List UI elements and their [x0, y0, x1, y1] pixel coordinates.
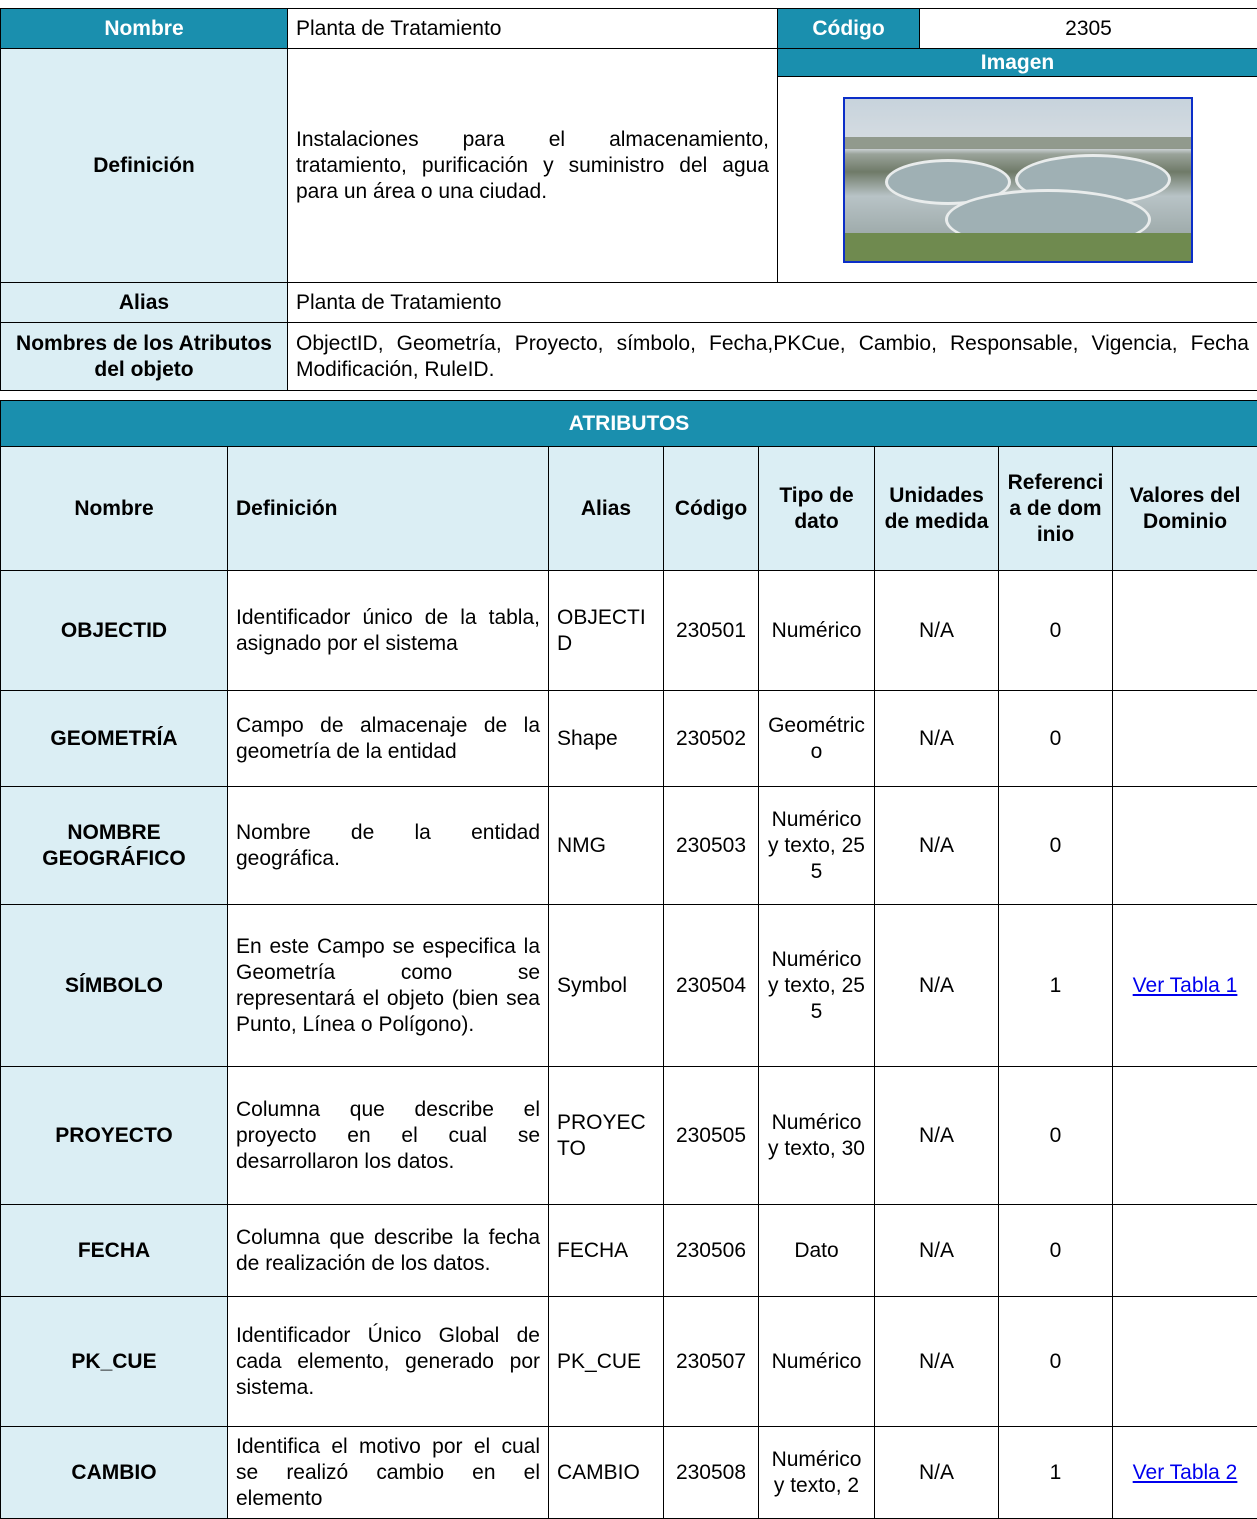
attribute-row — [1, 787, 1257, 905]
attr-unidades: N/A — [875, 1427, 999, 1519]
attr-alias: CAMBIO — [549, 1427, 664, 1519]
attr-tipo-dato: Geométrico — [759, 691, 875, 787]
attr-unidades: N/A — [875, 571, 999, 691]
attr-referencia: 0 — [999, 691, 1113, 787]
treatment-plant-photo — [843, 97, 1193, 263]
atributos-objeto-value: ObjectID, Geometría, Proyecto, símbolo, Fecha,PKCue, Cambio, Responsable, Vigencia, Fecha Modificación, RuleID. — [288, 323, 1257, 391]
attr-referencia: 0 — [999, 1067, 1113, 1205]
attr-tipo-dato: Numérico y texto, 30 — [759, 1067, 875, 1205]
attr-valores — [1113, 691, 1257, 787]
codigo-value: 2305 — [920, 9, 1257, 49]
attr-definicion: Columna que describe el proyecto en el cual se desarrollaron los datos. — [228, 1067, 549, 1205]
attr-tipo-dato: Numérico — [759, 571, 875, 691]
attr-valores — [1113, 787, 1257, 905]
attr-codigo: 230506 — [664, 1205, 759, 1297]
ver-tabla-link[interactable]: Ver Tabla 2 — [1133, 1461, 1238, 1484]
attr-valores — [1113, 571, 1257, 691]
col-header-tipo-dato: Tipo de dato — [759, 447, 875, 571]
attr-definicion: En este Campo se especifica la Geometría como se representará el objeto (bien sea Punto, Línea o Polígono). — [228, 905, 549, 1067]
attr-tipo-dato: Numérico — [759, 1297, 875, 1427]
attr-codigo: 230505 — [664, 1067, 759, 1205]
attr-referencia: 1 — [999, 905, 1113, 1067]
col-header-alias: Alias — [549, 447, 664, 571]
nombre-label: Nombre — [1, 9, 288, 49]
codigo-label: Código — [778, 9, 920, 49]
col-header-unidades: Unidades de medida — [875, 447, 999, 571]
attr-codigo: 230502 — [664, 691, 759, 787]
photo-grass — [845, 233, 1191, 261]
attr-alias: PK_CUE — [549, 1297, 664, 1427]
col-header-referencia: Referencia de dominio — [999, 447, 1113, 571]
attr-tipo-dato: Numérico y texto, 255 — [759, 787, 875, 905]
attribute-row — [1, 1427, 1257, 1519]
attr-tipo-dato: Dato — [759, 1205, 875, 1297]
attr-nombre: PK_CUE — [1, 1297, 228, 1427]
attr-nombre: SÍMBOLO — [1, 905, 228, 1067]
attr-unidades: N/A — [875, 787, 999, 905]
attr-alias: OBJECTID — [549, 571, 664, 691]
attribute-row — [1, 571, 1257, 691]
attr-alias: PROYECTO — [549, 1067, 664, 1205]
attr-tipo-dato: Numérico y texto, 2 — [759, 1427, 875, 1519]
attr-definicion: Campo de almacenaje de la geometría de la entidad — [228, 691, 549, 787]
attribute-row — [1, 691, 1257, 787]
attr-unidades: N/A — [875, 1297, 999, 1427]
attr-valores — [1113, 1427, 1257, 1519]
attr-valores — [1113, 1205, 1257, 1297]
col-header-definicion: Definición — [228, 447, 549, 571]
attr-unidades: N/A — [875, 691, 999, 787]
attr-nombre: FECHA — [1, 1205, 228, 1297]
attr-definicion: Identificador único de la tabla, asignado por el sistema — [228, 571, 549, 691]
imagen-label: Imagen — [778, 49, 1257, 77]
photo-hills — [845, 137, 1191, 149]
attr-alias: Symbol — [549, 905, 664, 1067]
attr-codigo: 230503 — [664, 787, 759, 905]
attr-referencia: 0 — [999, 787, 1113, 905]
attribute-row — [1, 1067, 1257, 1205]
definicion-value: Instalaciones para el almacenamiento, tratamiento, purificación y suministro del agua para un área o una ciudad. — [288, 49, 778, 283]
alias-value: Planta de Tratamiento — [288, 283, 1257, 323]
attr-codigo: 230508 — [664, 1427, 759, 1519]
attr-tipo-dato: Numérico y texto, 255 — [759, 905, 875, 1067]
attribute-row — [1, 1205, 1257, 1297]
nombre-value: Planta de Tratamiento — [288, 9, 778, 49]
attr-nombre: PROYECTO — [1, 1067, 228, 1205]
attribute-row — [1, 905, 1257, 1067]
attr-referencia: 0 — [999, 571, 1113, 691]
attr-alias: NMG — [549, 787, 664, 905]
attr-valores — [1113, 1297, 1257, 1427]
object-summary-table — [0, 8, 1257, 391]
attr-codigo: 230504 — [664, 905, 759, 1067]
attr-referencia: 0 — [999, 1297, 1113, 1427]
attr-unidades: N/A — [875, 1067, 999, 1205]
atributos-objeto-label: Nombres de los Atributos del objeto — [1, 323, 288, 391]
attribute-row — [1, 1297, 1257, 1427]
attr-codigo: 230501 — [664, 571, 759, 691]
attr-nombre: OBJECTID — [1, 571, 228, 691]
attr-definicion: Columna que describe la fecha de realización de los datos. — [228, 1205, 549, 1297]
attr-alias: FECHA — [549, 1205, 664, 1297]
attr-nombre: GEOMETRÍA — [1, 691, 228, 787]
attr-referencia: 0 — [999, 1205, 1113, 1297]
col-header-valores: Valores del Dominio — [1113, 447, 1257, 571]
col-header-nombre: Nombre — [1, 447, 228, 571]
attr-valores — [1113, 905, 1257, 1067]
attr-definicion: Nombre de la entidad geográfica. — [228, 787, 549, 905]
atributos-section-title: ATRIBUTOS — [1, 401, 1257, 447]
attr-nombre: CAMBIO — [1, 1427, 228, 1519]
attributes-table — [0, 400, 1257, 1519]
attr-unidades: N/A — [875, 1205, 999, 1297]
definicion-label: Definición — [1, 49, 288, 283]
attr-definicion: Identifica el motivo por el cual se realizó cambio en el elemento — [228, 1427, 549, 1519]
alias-label: Alias — [1, 283, 288, 323]
attr-alias: Shape — [549, 691, 664, 787]
attr-codigo: 230507 — [664, 1297, 759, 1427]
attr-valores — [1113, 1067, 1257, 1205]
col-header-codigo: Código — [664, 447, 759, 571]
attr-unidades: N/A — [875, 905, 999, 1067]
attr-definicion: Identificador Único Global de cada elemento, generado por sistema. — [228, 1297, 549, 1427]
attr-nombre: NOMBRE GEOGRÁFICO — [1, 787, 228, 905]
attr-referencia: 1 — [999, 1427, 1113, 1519]
imagen-cell — [778, 77, 1257, 283]
ver-tabla-link[interactable]: Ver Tabla 1 — [1133, 974, 1238, 997]
